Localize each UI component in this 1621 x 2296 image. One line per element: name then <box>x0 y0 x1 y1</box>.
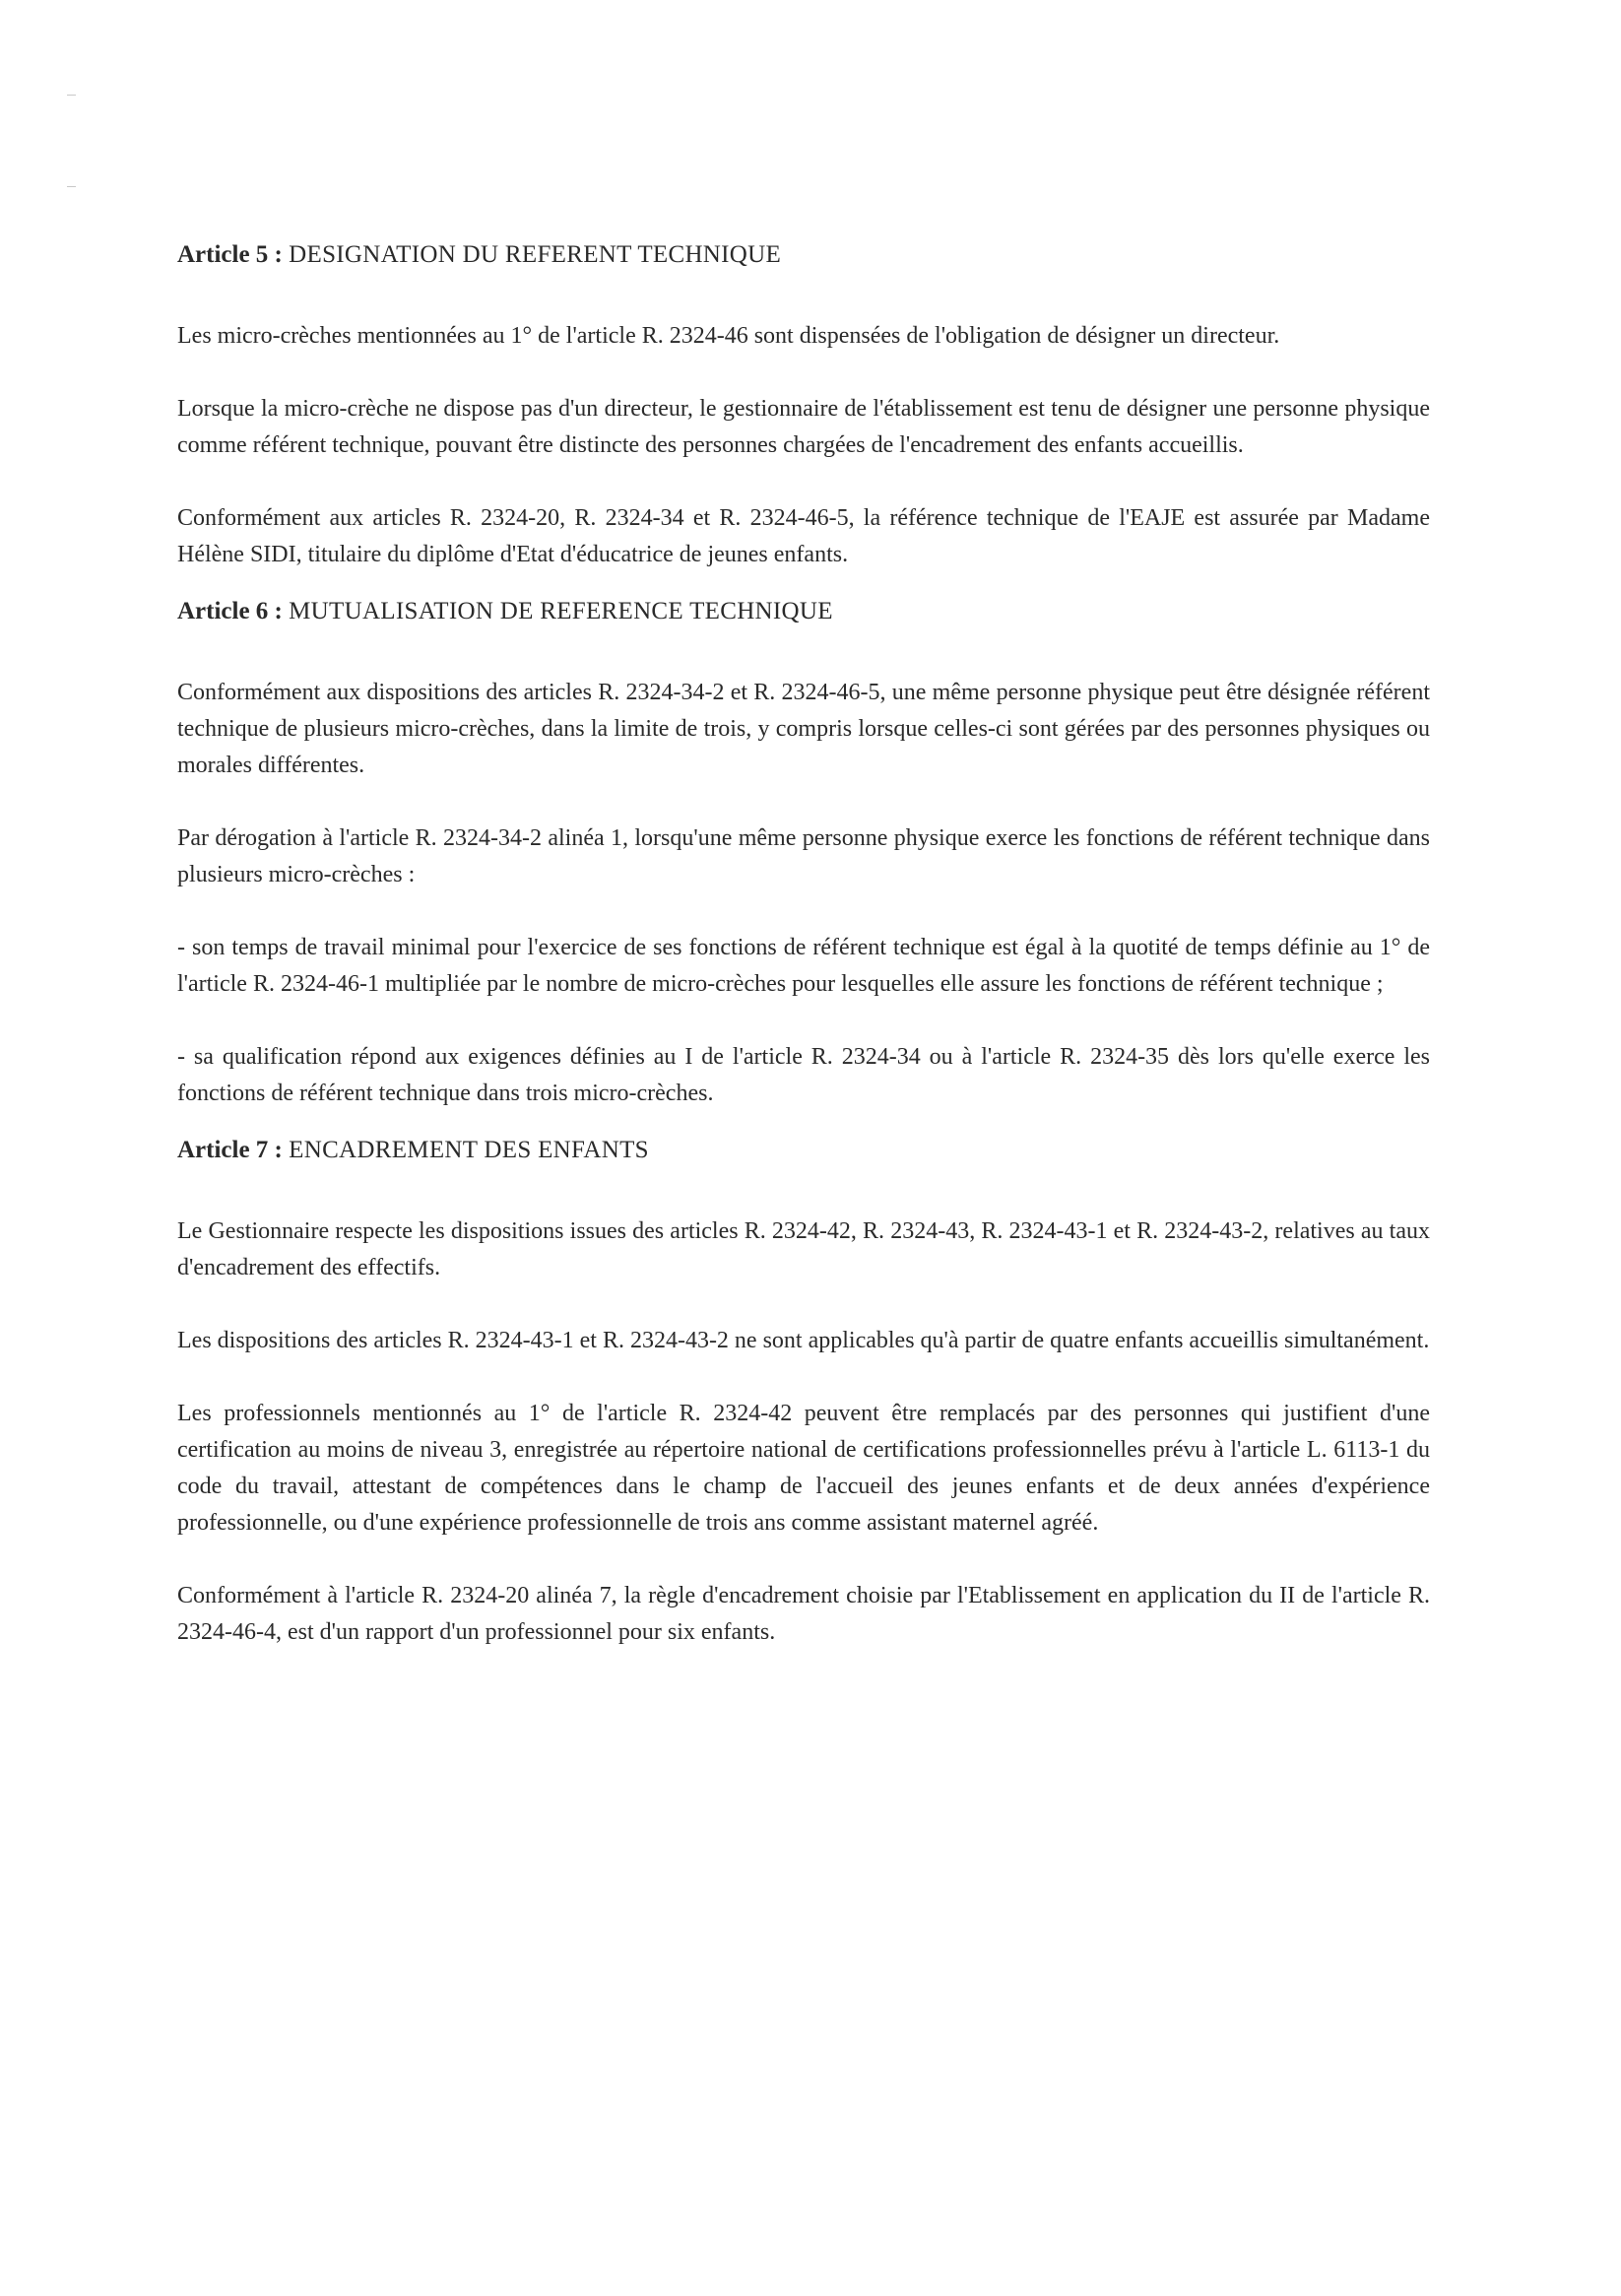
article-6 <box>177 595 1430 1112</box>
document-page <box>177 238 1430 1687</box>
article-6-number: Article 6 : <box>177 598 283 624</box>
article-5-paragraph-3: Conformément aux articles R. 2324-20, R. 2324-34 et R. 2324-46-5, la référence technique de l'EAJE est assurée par Madame Hélène SIDI, titulaire du diplôme d'Etat d'éducatrice de jeunes enfants. <box>177 505 1430 567</box>
article-6-paragraph-1: Conformément aux dispositions des articles R. 2324-34-2 et R. 2324-46-5, une même personne physique peut être désignée référent technique de plusieurs micro-crèches, dans la limite de trois, y compris lorsque celles-ci sont gérées par des personnes physiques ou morales différentes. <box>177 680 1430 778</box>
article-5-title: DESIGNATION DU REFERENT TECHNIQUE <box>289 241 782 268</box>
article-7-paragraph-1: Le Gestionnaire respecte les dispositions issues des articles R. 2324-42, R. 2324-43, R. 2324-43-1 et R. 2324-43-2, relatives au taux d'encadrement des effectifs. <box>177 1218 1430 1280</box>
article-7-paragraph-2: Les dispositions des articles R. 2324-43-1 et R. 2324-43-2 ne sont applicables qu'à partir de quatre enfants accueillis simultanément. <box>177 1328 1430 1353</box>
article-7-paragraph-3: Les professionnels mentionnés au 1° de l'article R. 2324-42 peuvent être remplacés par des personnes qui justifient d'une certification au moins de niveau 3, enregistrée au répertoire national de certifications professionnelles prévu à l'article L. 6113-1 du code du travail, attestant de compétences dans le champ de l'accueil des jeunes enfants et de deux années d'expérience professionnelle, ou d'une expérience professionnelle de trois ans comme assistant maternel agréé. <box>177 1401 1430 1536</box>
article-6-heading <box>177 595 1430 627</box>
article-5-number: Article 5 : <box>177 241 283 268</box>
margin-mark-top <box>67 95 76 96</box>
article-7 <box>177 1134 1430 1651</box>
article-5-paragraph-1: Les micro-crèches mentionnées au 1° de l'article R. 2324-46 sont dispensées de l'obligation de désigner un directeur. <box>177 323 1280 349</box>
article-5 <box>177 238 1430 573</box>
margin-mark-second <box>67 186 76 187</box>
article-7-number: Article 7 : <box>177 1137 283 1163</box>
article-7-title: ENCADREMENT DES ENFANTS <box>289 1137 649 1163</box>
article-6-paragraph-3: - son temps de travail minimal pour l'exercice de ses fonctions de référent technique est égal à la quotité de temps définie au 1° de l'article R. 2324-46-1 multipliée par le nombre de micro-crèches pour lesquelles elle assure les fonctions de référent technique ; <box>177 935 1430 997</box>
article-6-title: MUTUALISATION DE REFERENCE TECHNIQUE <box>289 598 833 624</box>
article-5-paragraph-2: Lorsque la micro-crèche ne dispose pas d'un directeur, le gestionnaire de l'établissement est tenu de désigner une personne physique comme référent technique, pouvant être distincte des personnes chargées de l'encadrement des enfants accueillis. <box>177 396 1430 458</box>
article-6-paragraph-4: - sa qualification répond aux exigences définies au I de l'article R. 2324-34 ou à l'article R. 2324-35 dès lors qu'elle exerce les fonctions de référent technique dans trois micro-crèches. <box>177 1044 1430 1106</box>
article-6-paragraph-2: Par dérogation à l'article R. 2324-34-2 alinéa 1, lorsqu'une même personne physique exerce les fonctions de référent technique dans plusieurs micro-crèches : <box>177 825 1430 887</box>
article-5-heading <box>177 238 1430 271</box>
article-7-paragraph-4: Conformément à l'article R. 2324-20 alinéa 7, la règle d'encadrement choisie par l'Etablissement en application du II de l'article R. 2324-46-4, est d'un rapport d'un professionnel pour six enfants. <box>177 1583 1430 1645</box>
article-7-heading <box>177 1134 1430 1166</box>
